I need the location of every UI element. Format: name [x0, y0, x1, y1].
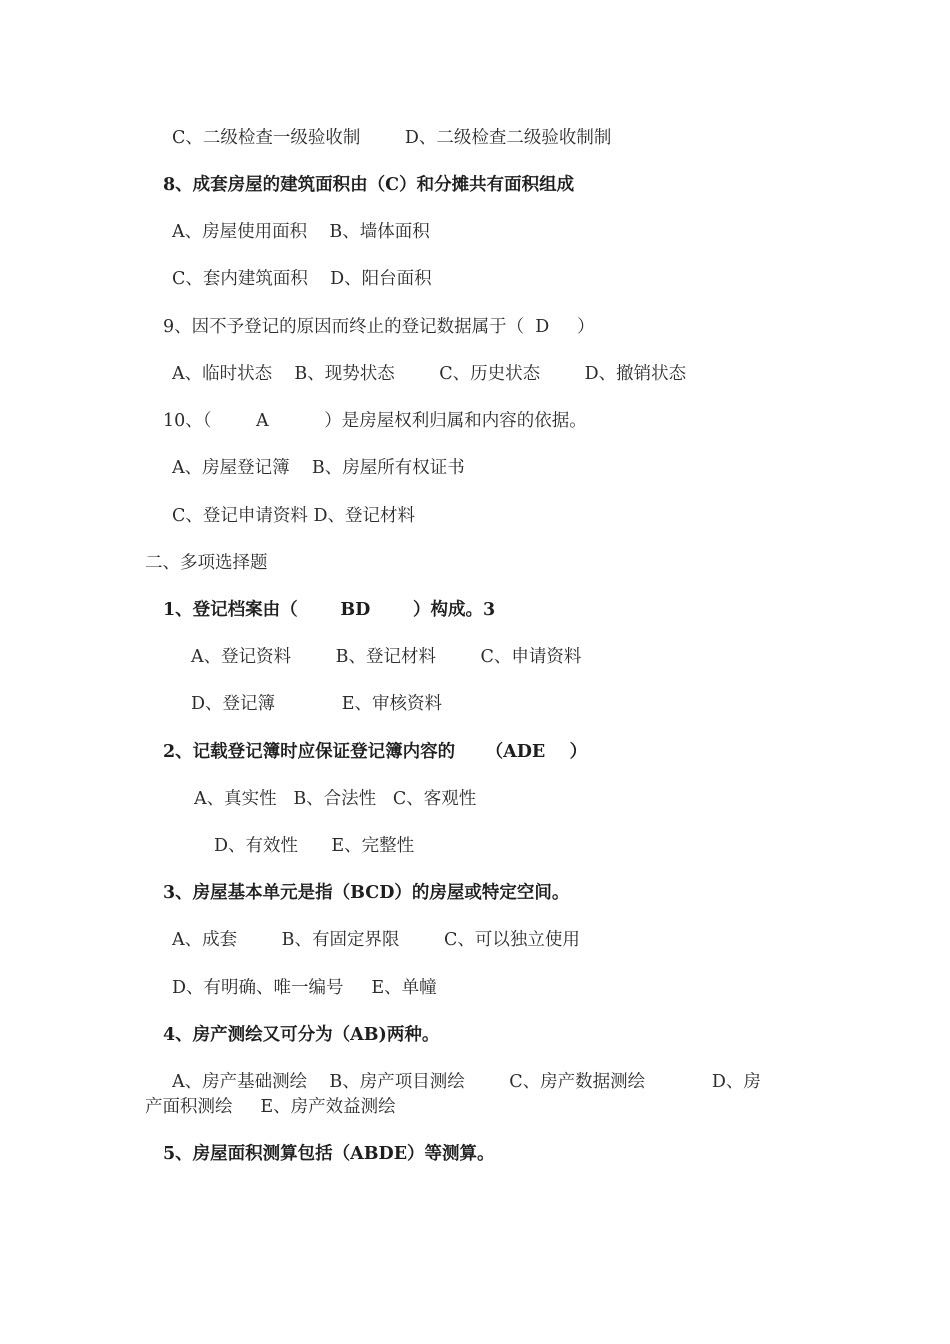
mq1-options-abc: A、登记资料 B、登记材料 C、申请资料: [191, 647, 582, 667]
q8-options-cd: C、套内建筑面积 D、阳台面积: [172, 269, 432, 289]
mq3-options-de: D、有明确、唯一编号 E、单幢: [172, 978, 437, 998]
q8-question: 8、成套房屋的建筑面积由（C）和分摊共有面积组成: [163, 175, 575, 195]
mq2-options-abc: A、真实性 B、合法性 C、客观性: [194, 789, 477, 809]
q8-options-ab: A、房屋使用面积 B、墙体面积: [172, 222, 430, 242]
q10-options-cd: C、登记申请资料 D、登记材料: [172, 506, 415, 526]
q9-question: 9、因不予登记的原因而终止的登记数据属于（ D ）: [163, 317, 595, 337]
q9-options: A、临时状态 B、现势状态 C、历史状态 D、撤销状态: [172, 364, 687, 384]
q10-question: 10、（ A ）是房屋权利归属和内容的依据。: [163, 411, 587, 431]
q10-options-ab: A、房屋登记簿 B、房屋所有权证书: [172, 458, 465, 478]
mq4-question: 4、房产测绘又可分为（AB)两种。: [163, 1025, 440, 1045]
mq3-options-abc: A、成套 B、有固定界限 C、可以独立使用: [172, 930, 580, 950]
mq4-options-line2: 产面积测绘 E、房产效益测绘: [145, 1097, 396, 1117]
mq2-question: 2、记载登记簿时应保证登记簿内容的 （ADE ）: [163, 742, 588, 762]
mq4-options-line1: A、房产基础测绘 B、房产项目测绘 C、房产数据测绘 D、房: [172, 1072, 761, 1092]
mq5-question: 5、房屋面积测算包括（ABDE）等测算。: [163, 1144, 495, 1164]
mq1-options-de: D、登记簿 E、审核资料: [191, 694, 443, 714]
section-heading: 二、多项选择题: [145, 553, 268, 573]
mq3-question: 3、房屋基本单元是指（BCD）的房屋或特定空间。: [163, 883, 570, 903]
mq1-question: 1、登记档案由（ BD ）构成。3: [163, 600, 496, 620]
q7-options-cd: C、二级检查一级验收制 D、二级检查二级验收制制: [172, 128, 612, 148]
mq2-options-de: D、有效性 E、完整性: [214, 836, 415, 856]
